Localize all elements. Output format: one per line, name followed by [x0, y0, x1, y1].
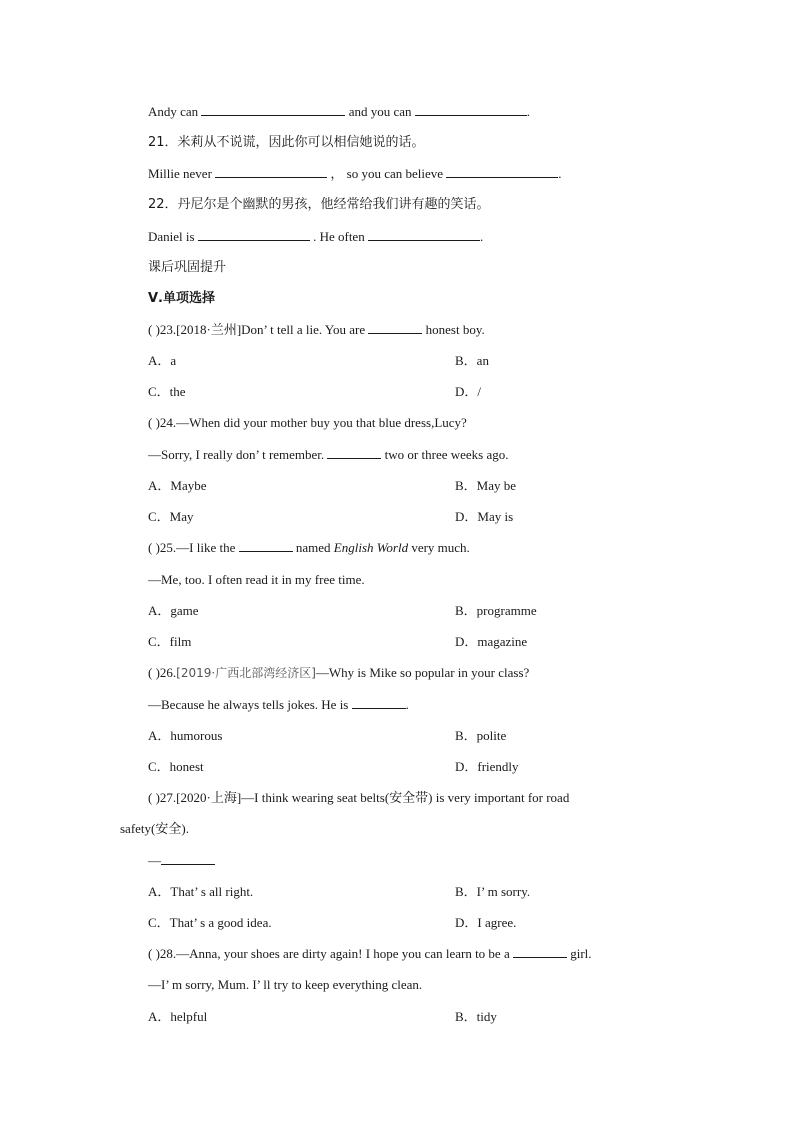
q20-answer-line [148, 103, 530, 121]
q27-stem [148, 789, 569, 807]
q23-option-b[interactable]: B．an [455, 353, 489, 368]
q23-blank [368, 321, 422, 334]
q27-blank [161, 852, 215, 865]
q22-answer-line [148, 228, 483, 246]
q21-chinese-text: 米莉从不说谎，因此你可以相信她说的话。 [177, 135, 425, 150]
q22-blank-1[interactable] [198, 228, 310, 241]
q24-option-d[interactable]: D．May is [455, 509, 514, 524]
q21-number: 21． [148, 135, 178, 150]
answer-paren[interactable]: ( ) [148, 790, 160, 805]
q20-period: . [526, 104, 530, 119]
q21-chinese [148, 134, 425, 152]
answer-paren[interactable]: ( ) [148, 540, 160, 555]
q26-line2-pre: —Because he always tells jokes. He is [148, 697, 349, 712]
q25-line2: —Me, too. I often read it in my free time. [148, 572, 365, 587]
q21-period: . [558, 166, 562, 181]
q27-option-c[interactable]: C．That’ s a good idea. [148, 915, 272, 930]
answer-paren[interactable]: ( ) [148, 415, 160, 430]
q20-blank-1[interactable] [201, 103, 345, 116]
answer-paren[interactable]: ( ) [148, 665, 160, 680]
q28-option-b[interactable]: B．tidy [455, 1009, 497, 1024]
q26-source: [2019·广西北部湾经济区] [176, 666, 316, 680]
q22-blank-2[interactable] [368, 228, 480, 241]
q28-option-a[interactable]: A．helpful [148, 1009, 208, 1024]
q22-chinese-text: 丹尼尔是个幽默的男孩，他经常给我们讲有趣的笑话。 [177, 197, 490, 212]
q24-option-b[interactable]: B．May be [455, 478, 517, 493]
q23-option-d[interactable]: D．/ [455, 384, 482, 399]
q22-text-mid: . He often [313, 229, 365, 244]
q25-blank [239, 539, 293, 552]
q28-line2: —I’ m sorry, Mum. I’ ll try to keep everything clean. [148, 977, 423, 992]
q21-blank-1[interactable] [215, 165, 327, 178]
q27-option-b[interactable]: B．I’ m sorry. [455, 884, 531, 899]
q25-option-c[interactable]: C．film [148, 634, 192, 649]
answer-paren[interactable]: ( ) [148, 322, 160, 337]
q26-option-b[interactable]: B．polite [455, 728, 507, 743]
q26-option-c[interactable]: C．honest [148, 759, 204, 774]
q22-text-pre: Daniel is [148, 229, 195, 244]
q28-stem [148, 945, 592, 963]
q26-line2 [148, 696, 409, 714]
q20-blank-2[interactable] [415, 103, 527, 116]
q21-text-pre: Millie never [148, 166, 212, 181]
q25-option-d[interactable]: D．magazine [455, 634, 528, 649]
q26-option-d[interactable]: D．friendly [455, 759, 519, 774]
q23-stem-post: honest boy. [425, 322, 485, 337]
q26-number: 26. [159, 665, 177, 680]
q23-option-c[interactable]: C．the [148, 384, 186, 399]
q20-text-pre: Andy can [148, 104, 199, 119]
section-heading: 课后巩固提升 [148, 260, 227, 275]
q23-stem-text: 23.[2018·兰州]Don’ t tell a lie. You are [159, 322, 366, 337]
q20-text-mid: and you can [348, 104, 412, 119]
q26-stem-text: —Why is Mike so popular in your class? [315, 665, 530, 680]
q26-stem [148, 664, 529, 682]
q25-option-b[interactable]: B．programme [455, 603, 537, 618]
q28-stem-text: 28.—Anna, your shoes are dirty again! I hope you can learn to be a [159, 946, 510, 961]
q21-answer-line [148, 165, 562, 183]
q21-blank-2[interactable] [446, 165, 558, 178]
answer-paren[interactable]: ( ) [148, 946, 160, 961]
q28-blank [513, 945, 567, 958]
q26-period: . [405, 697, 409, 712]
q24-option-c[interactable]: C．May [148, 509, 194, 524]
q27-line3 [148, 852, 215, 870]
q22-period: . [479, 229, 484, 244]
q21-text-mid: ， so you can believe [330, 166, 444, 181]
q25-stem-mid: named [295, 540, 331, 555]
q24-stem-text: 24.—When did your mother buy you that blue dress,Lucy? [159, 415, 467, 430]
q24-line2-post: two or three weeks ago. [384, 447, 509, 462]
q27-line2: safety(安全). [120, 821, 189, 836]
q23-option-a[interactable]: A．a [148, 353, 177, 368]
q22-chinese [148, 196, 490, 214]
q28-stem-post: girl. [570, 946, 592, 961]
q25-stem-post: very much. [411, 540, 470, 555]
q25-magazine-title: English World [333, 540, 409, 555]
part-heading: Ⅴ.单项选择 [148, 291, 215, 306]
q27-dash: — [148, 853, 161, 868]
q24-blank [327, 446, 381, 459]
q26-option-a[interactable]: A．humorous [148, 728, 223, 743]
q27-option-a[interactable]: A．That’ s all right. [148, 884, 254, 899]
q25-option-a[interactable]: A．game [148, 603, 199, 618]
q24-line2 [148, 446, 509, 464]
q27-stem-text: 27.[2020·上海]—I think wearing seat belts(安全带) is very important for road [159, 790, 570, 805]
q22-number: 22． [148, 197, 178, 212]
q24-line2-pre: —Sorry, I really don’ t remember. [148, 447, 325, 462]
q25-stem-pre: 25.—I like the [159, 540, 236, 555]
q23-stem [148, 321, 485, 339]
q26-blank [352, 696, 406, 709]
q27-option-d[interactable]: D．I agree. [455, 915, 517, 930]
q24-option-a[interactable]: A．Maybe [148, 478, 207, 493]
q25-stem [148, 539, 470, 557]
q24-stem [148, 414, 467, 432]
